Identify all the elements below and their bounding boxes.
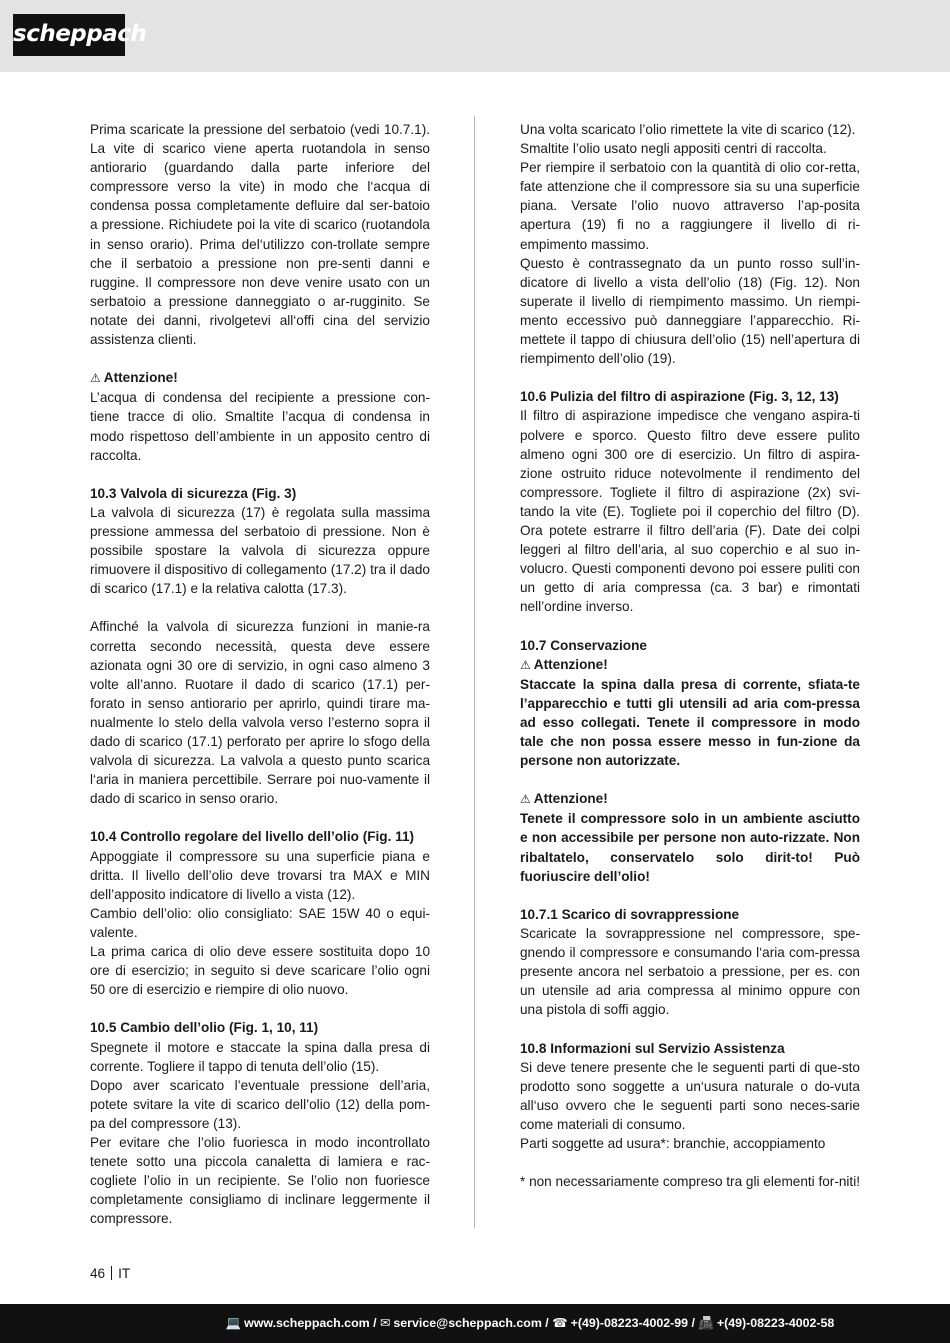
right-column — [520, 120, 860, 1191]
page-header — [0, 0, 950, 72]
section-text: Scaricate la sovrappressione nel compressore, spe-gnendo il compressore e consumando l‘aria com-pressa presente ancora nel serbatoio a pressione, per es. con un utensile ad aria compressa al minimo oppure con una pistola di soffi aggio. — [520, 925, 860, 1018]
warning-icon: ⚠ — [520, 792, 531, 807]
page-number-separator — [111, 1266, 112, 1280]
section-heading-10-5: 10.5 Cambio dell’olio (Fig. 1, 10, 11) — [90, 1020, 319, 1036]
footnote: * non necessariamente compreso tra gli elementi for-niti! — [520, 1174, 861, 1190]
warning-heading: ⚠ Attenzione! — [520, 791, 608, 807]
section-heading-10-8: 10.8 Informazioni sul Servizio Assistenza — [520, 1040, 785, 1056]
warning-icon: ⚠ — [520, 657, 531, 672]
warning-text: Staccate la spina dalla presa di corrente, sfiata-te l’apparecchio e tutti gli utensili ad aria com-pressa ad esso collegati. Tenete il compressore in modo tale che non possa essere messo in fun-zione da persone non autorizzate. — [520, 676, 860, 769]
section-text: La prima carica di olio deve essere sostituita dopo 10 ore di esercizio; in seguito si deve scaricare l’olio ogni 50 ore di esercizio e riempire di olio nuovo. — [90, 944, 430, 998]
footer-contacts — [0, 1315, 950, 1332]
footer-email[interactable]: service@scheppach.com / — [393, 1316, 549, 1330]
section-heading-10-3: 10.3 Valvola di sicurezza (Fig. 3) — [90, 485, 297, 501]
section-text: Appoggiate il compressore su una superficie piana e dritta. Il livello dell’olio deve trovarsi tra MAX e MIN dell’apposito indicatore di livello a vista (12). — [90, 848, 430, 902]
section-heading-10-7-1: 10.7.1 Scarico di sovrappressione — [520, 906, 740, 922]
page-number-value: 46 — [90, 1266, 106, 1281]
column-divider — [474, 116, 475, 1228]
warning-icon: ⚠ — [90, 371, 101, 386]
intro-paragraph: Prima scaricate la pressione del serbatoio (vedi 10.7.1). La vite di scarico viene aperta ruotandola in senso antiorario (guardando dalla parte inferiore del compressore verso la vite) in modo che l‘acqua di condensa possa completamente defluire dal ser-batoio a pressione. Richiudete poi la vite di scarico (ruotandola in senso orario). Prima del‘utilizzo con-trollate sempre che il serbatoio a pressione non pre-senti danni e ruggine. Il compressore non deve venire usato con un serbatoio a pressione danneggiato o ar-rugginito. Se notate dei danni, rivolgetevi all‘offi cina del servizio assistenza clienti. — [90, 122, 430, 348]
page-footer — [0, 1304, 950, 1343]
page-number — [90, 1265, 130, 1283]
section-heading-10-7: 10.7 Conservazione — [520, 637, 647, 653]
section-text: Una volta scaricato l’olio rimettete la vite di scarico (12). — [520, 122, 856, 137]
fax-icon: 📠 — [698, 1316, 714, 1330]
section-text: Parti soggette ad usura*: branchie, accoppiamento — [520, 1135, 826, 1151]
section-text: Questo è contrassegnato da un punto rosso sull’in-dicatore di livello a vista dell’olio (18) (Fig. 12). Non superate il livello di riempimento massimo. Un riempi-mento eccessivo può danneggiare l’apparecchio. Ri-mettete il tappo di chiusura dell’olio (15) nell’apertura di riempimento dell’olio (19). — [520, 255, 860, 367]
section-text: Smaltite l’olio usato negli appositi centri di raccolta. — [520, 141, 827, 157]
warning-heading: ⚠ Attenzione! — [520, 656, 608, 672]
page-language: IT — [118, 1266, 131, 1281]
section-text: La valvola di sicurezza (17) è regolata sulla massima pressione ammessa del serbatoio di pressione. Non è possibile spostare la valvola di sicurezza oppure rimuovere il dispositivo di collegamento (17.2) tra il dado di scarico (17.1) e la relativa calotta (17.3). — [90, 504, 430, 597]
footer-web[interactable]: www.scheppach.com / — [244, 1316, 377, 1330]
phone-icon: ☎ — [552, 1316, 568, 1330]
section-heading-10-6: 10.6 Pulizia del filtro di aspirazione (Fig. 3, 12, 13) — [520, 389, 839, 405]
warning-heading: ⚠ Attenzione! — [90, 370, 178, 386]
brand-logo: scheppach — [13, 14, 125, 56]
footer-fax: +(49)-08223-4002-58 — [716, 1316, 835, 1330]
warning-text: L’acqua di condensa del recipiente a pressione con-tiene tracce di olio. Smaltite l’acqua di condensa in modo rispettoso dell’ambiente in un apposito centro di raccolta. — [90, 390, 430, 463]
section-text: Cambio dell’olio: olio consigliato: SAE 15W 40 o equi-valente. — [90, 905, 430, 940]
section-text: Si deve tenere presente che le seguenti parti di que-sto prodotto sono soggette a un‘usura naturale o do-vuta all‘uso ovvero che le seguenti parti sono neces-sarie come materiali di consumo. — [520, 1059, 860, 1132]
section-text: Per riempire il serbatoio con la quantità di olio cor-retta, fate attenzione che il compressore sia su una superficie piana. Versate l’olio nuovo attraverso l’ap-posita apertura (19) fi no a raggiungere il livello di ri-empimento massimo. — [520, 160, 860, 252]
footer-phone: +(49)-08223-4002-99 / — [570, 1316, 695, 1330]
section-text: Per evitare che l’olio fuoriesca in modo incontrollato tenete sotto una piccola canaletta di lamiera e rac-cogliete l’olio in un recipiente. Se l’olio non fuoriesce completamente consigliamo di inclinare leggermente il compressore. — [90, 1134, 430, 1227]
left-column — [90, 120, 430, 1228]
computer-icon: 💻 — [225, 1316, 242, 1330]
section-text: Dopo aver scaricato l’eventuale pressione dell’aria, potete svitare la vite di scarico dell’olio (12) della pom-pa del compressore (13). — [90, 1077, 430, 1131]
section-text: Il filtro di aspirazione impedisce che vengano aspira-ti polvere e sporco. Questo filtro deve essere pulito almeno ogni 300 ore di esercizio. Un filtro di aspira-zione ostruito riduce notevolmente il rendimento del compressore. Togliete il filtro di aspirazione (2x) svi-tando la vite (E). Togliete poi il coperchio del filtro (D). Ora potete estrarre il filtro dell’aria (F). Date dei colpi leggeri al filtro dell’aria, al suo coperchio e al suo in-volucro. Questi componenti devono poi essere puliti con un getto di aria compressa (ca. 3 bar) e rimontati nell’ordine inverso. — [520, 408, 860, 615]
section-heading-10-4: 10.4 Controllo regolare del livello dell’olio (Fig. 11) — [90, 829, 415, 845]
section-text: Spegnete il motore e staccate la spina dalla presa di corrente. Togliere il tappo di tenuta dell’olio (15). — [90, 1039, 430, 1074]
section-text: Affinché la valvola di sicurezza funzioni in manie-ra corretta secondo necessità, questa deve essere azionata ogni 30 ore di servizio, in ogni caso almeno 3 volte all’anno. Ruotare il dado di scarico (17.1) per-forato in senso antiorario per aprirlo, quindi tirare ma-nualmente lo stelo della valvola verso l’esterno sopra il dado di scarico (17.1) perforato per aprire lo sfogo della valvola di sicurezza. La valvola a questo punto scarica l‘aria in maniera percettibile. Serrare poi nuo-vamente il dado di scarico in senso orario. — [90, 619, 430, 807]
mail-icon: ✉ — [380, 1316, 391, 1330]
warning-text: Tenete il compressore solo in un ambiente asciutto e non accessibile per persone non auto-rizzate. Non ribaltatelo, conservatelo solo dirit-to! Può fuoriuscire dell’olio! — [520, 811, 860, 884]
